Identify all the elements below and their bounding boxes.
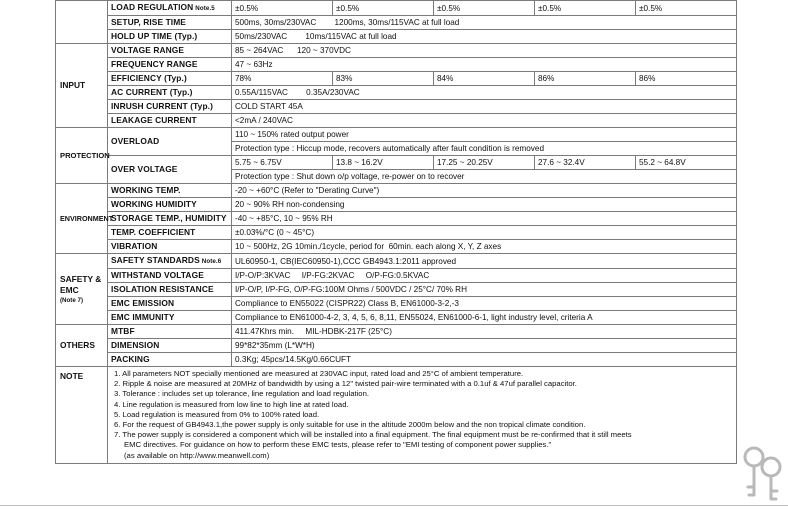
- category-note: NOTE: [56, 367, 108, 464]
- output-category-cell: [56, 1, 108, 44]
- category-safety-line1: SAFETY &: [60, 273, 102, 284]
- category-environment: ENVIRONMENT: [56, 184, 108, 254]
- ac-current-value: 0.55A/115VAC 0.35A/230VAC: [232, 86, 737, 100]
- load-regulation-value: ±0.5%: [636, 1, 737, 16]
- param-working-temp: WORKING TEMP.: [108, 184, 232, 198]
- category-safety-note: (Note 7): [60, 296, 84, 304]
- isolation-resistance-value: I/P-O/P, I/P-FG, O/P-FG:100M Ohms / 500VDC / 25°C/ 70% RH: [232, 283, 737, 297]
- category-protection: PROTECTION: [56, 128, 108, 184]
- load-regulation-value: ±0.5%: [232, 1, 333, 16]
- param-mtbf: MTBF: [108, 325, 232, 339]
- note-line: (as available on http://www.meanwell.com): [124, 450, 270, 460]
- note-line: 4. Line regulation is measured from low line to high line at rated load.: [114, 399, 349, 409]
- table-row: [56, 30, 737, 44]
- mtbf-value: 411.47Khrs min. MIL-HDBK-217F (25°C): [232, 325, 737, 339]
- key-icon[interactable]: [740, 445, 788, 503]
- param-withstand-voltage: WITHSTAND VOLTAGE: [108, 269, 232, 283]
- table-row: [56, 339, 737, 353]
- table-row: [56, 100, 737, 114]
- param-setup-rise-time: SETUP, RISE TIME: [108, 16, 232, 30]
- setup-rise-time-value: 500ms, 30ms/230VAC 1200ms, 30ms/115VAC at full load: [232, 16, 737, 30]
- table-row: [56, 254, 737, 269]
- category-safety-emc: [56, 254, 108, 325]
- load-regulation-value: ±0.5%: [333, 1, 434, 16]
- storage-temp-value: -40 ~ +85°C, 10 ~ 95% RH: [232, 212, 737, 226]
- table-row: [56, 212, 737, 226]
- temp-coefficient-value: ±0.03%/°C (0 ~ 45°C): [232, 226, 737, 240]
- param-dimension: DIMENSION: [108, 339, 232, 353]
- voltage-range-value: 85 ~ 264VAC 120 ~ 370VDC: [232, 44, 737, 58]
- spec-table: [55, 0, 737, 464]
- emc-emission-value: Compliance to EN55022 (CISPR22) Class B, EN61000-3-2,-3: [232, 297, 737, 311]
- withstand-voltage-value: I/P-O/P:3KVAC I/P-FG:2KVAC O/P-FG:0.5KVAC: [232, 269, 737, 283]
- table-row: [56, 1, 737, 16]
- category-input: INPUT: [56, 44, 108, 128]
- note-line: 3. Tolerance : includes set up tolerance, line regulation and load regulation.: [114, 389, 369, 399]
- note-line: EMC directives. For guidance on how to perform these EMC tests, please refer to "EMI testing of component power supplies.": [124, 440, 552, 450]
- table-row: [56, 226, 737, 240]
- param-ac-current: AC CURRENT (Typ.): [108, 86, 232, 100]
- param-leakage-current: LEAKAGE CURRENT: [108, 114, 232, 128]
- param-isolation-resistance: ISOLATION RESISTANCE: [108, 283, 232, 297]
- param-working-humidity: WORKING HUMIDITY: [108, 198, 232, 212]
- param-frequency-range: FREQUENCY RANGE: [108, 58, 232, 72]
- vibration-value: 10 ~ 500Hz, 2G 10min./1cycle, period for 60min. each along X, Y, Z axes: [232, 240, 737, 254]
- param-load-regulation: LOAD REGULATION Note.5: [108, 1, 232, 16]
- param-efficiency: EFFICIENCY (Typ.): [108, 72, 232, 86]
- working-temp-value: -20 ~ +60°C (Refer to "Derating Curve"): [232, 184, 737, 198]
- efficiency-value: 84%: [434, 72, 535, 86]
- table-row: [56, 283, 737, 297]
- note-line: 1. All parameters NOT specially mentioned are measured at 230VAC input, rated load and 25°C of ambient temperature.: [114, 369, 524, 378]
- param-emc-emission: EMC EMISSION: [108, 297, 232, 311]
- dimension-value: 99*82*35mm (L*W*H): [232, 339, 737, 353]
- load-regulation-value: ±0.5%: [434, 1, 535, 16]
- table-row: [56, 128, 737, 142]
- note-line: 6. For the request of GB4943.1,the power supply is only suitable for use in the altitude 2000m below and the non tropical climate condition.: [114, 420, 586, 430]
- table-row: [56, 311, 737, 325]
- efficiency-value: 83%: [333, 72, 434, 86]
- param-storage-temp: STORAGE TEMP., HUMIDITY: [108, 212, 232, 226]
- table-row: [56, 44, 737, 58]
- table-row: [56, 297, 737, 311]
- over-voltage-protection-type: Protection type : Shut down o/p voltage, re-power on to recover: [232, 170, 737, 184]
- param-inrush-current: INRUSH CURRENT (Typ.): [108, 100, 232, 114]
- over-voltage-value: 27.6 ~ 32.4V: [535, 156, 636, 170]
- param-safety-standards: SAFETY STANDARDS Note.6: [108, 254, 232, 269]
- notes-block: [108, 367, 737, 464]
- table-row: [56, 353, 737, 367]
- overload-value: 110 ~ 150% rated output power: [232, 128, 737, 142]
- frequency-range-value: 47 ~ 63Hz: [232, 58, 737, 72]
- efficiency-value: 86%: [535, 72, 636, 86]
- param-voltage-range: VOLTAGE RANGE: [108, 44, 232, 58]
- param-packing: PACKING: [108, 353, 232, 367]
- over-voltage-value: 5.75 ~ 6.75V: [232, 156, 333, 170]
- safety-standards-value: UL60950-1, CB(IEC60950-1),CCC GB4943.1:2011 approved: [232, 254, 737, 269]
- param-emc-immunity: EMC IMMUNITY: [108, 311, 232, 325]
- param-overload: OVERLOAD: [108, 128, 232, 156]
- load-regulation-value: ±0.5%: [535, 1, 636, 16]
- param-vibration: VIBRATION: [108, 240, 232, 254]
- over-voltage-value: 13.8 ~ 16.2V: [333, 156, 434, 170]
- note-line: 5. Load regulation is measured from 0% to 100% rated load.: [114, 409, 320, 419]
- table-row: [56, 156, 737, 170]
- table-row: [56, 240, 737, 254]
- leakage-current-value: <2mA / 240VAC: [232, 114, 737, 128]
- efficiency-value: 78%: [232, 72, 333, 86]
- efficiency-value: 86%: [636, 72, 737, 86]
- note-line: 7. The power supply is considered a component which will be installed into a final equipment. The final equipment must be re-confirmed that it still meets: [114, 430, 632, 440]
- bottom-divider: [0, 505, 788, 506]
- overload-protection-type: Protection type : Hiccup mode, recovers automatically after fault condition is removed: [232, 142, 737, 156]
- table-row: [56, 367, 737, 464]
- param-temp-coefficient: TEMP. COEFFICIENT: [108, 226, 232, 240]
- over-voltage-value: 17.25 ~ 20.25V: [434, 156, 535, 170]
- table-row: [56, 72, 737, 86]
- table-row: [56, 184, 737, 198]
- category-safety-line2: EMC: [60, 284, 79, 295]
- category-others: OTHERS: [56, 325, 108, 367]
- inrush-current-value: COLD START 45A: [232, 100, 737, 114]
- emc-immunity-value: Compliance to EN61000-4-2, 3, 4, 5, 6, 8,11, EN55024, EN61000-6-1, light industry level, criteria A: [232, 311, 737, 325]
- over-voltage-value: 55.2 ~ 64.8V: [636, 156, 737, 170]
- table-row: [56, 58, 737, 72]
- table-row: [56, 198, 737, 212]
- table-row: [56, 86, 737, 100]
- note-line: 2. Ripple & noise are measured at 20MHz of bandwidth by using a 12" twisted pair-wire terminated with a 0.1uf & 47uf parallel capacitor.: [114, 379, 577, 389]
- table-row: [56, 325, 737, 339]
- packing-value: 0.3Kg; 45pcs/14.5Kg/0.66CUFT: [232, 353, 737, 367]
- working-humidity-value: 20 ~ 90% RH non-condensing: [232, 198, 737, 212]
- hold-up-time-value: 50ms/230VAC 10ms/115VAC at full load: [232, 30, 737, 44]
- table-row: [56, 269, 737, 283]
- param-over-voltage: OVER VOLTAGE: [108, 156, 232, 184]
- table-row: [56, 114, 737, 128]
- table-row: [56, 16, 737, 30]
- param-hold-up-time: HOLD UP TIME (Typ.): [108, 30, 232, 44]
